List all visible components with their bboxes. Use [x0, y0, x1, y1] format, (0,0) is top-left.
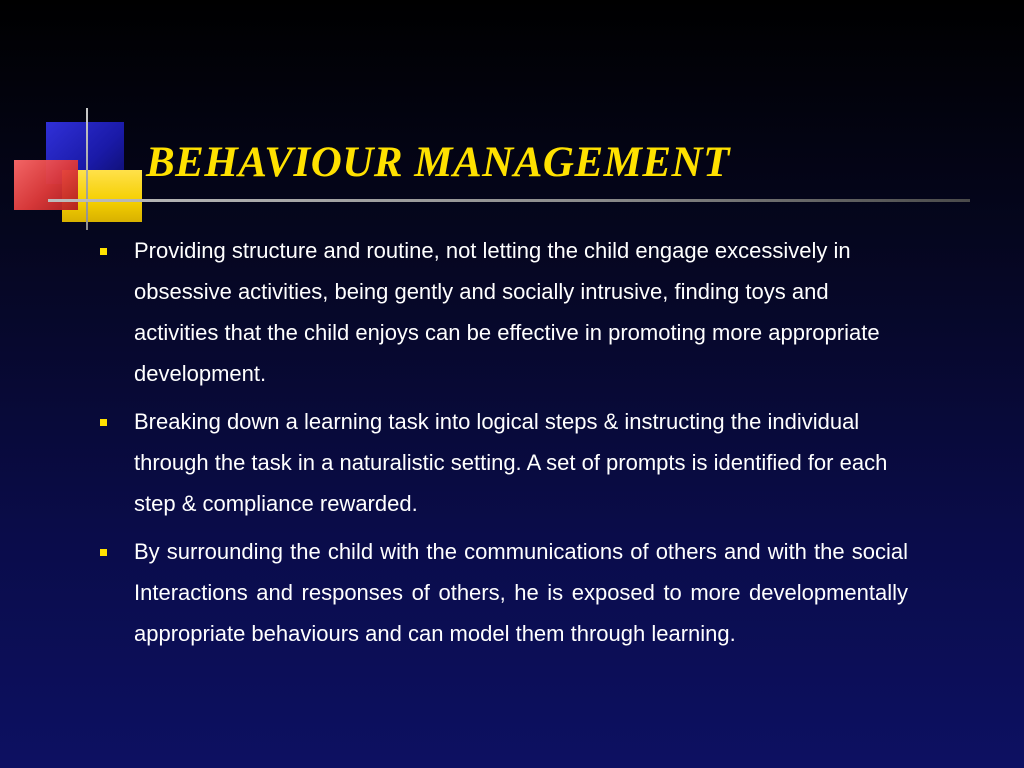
slide-title: BEHAVIOUR MANAGEMENT	[146, 139, 730, 186]
title-underline-rule	[48, 199, 970, 202]
bullet-list	[96, 230, 908, 661]
bullet-item	[96, 531, 908, 654]
bullet-text: Breaking down a learning task into logical steps & instructing the individual through the task in a naturalistic setting. A set of prompts is identified for each step & compliance rewarded.	[134, 409, 888, 516]
bullet-item	[96, 401, 908, 524]
vertical-rule	[86, 108, 88, 230]
decorative-blocks	[0, 0, 200, 240]
square-bullet-icon	[100, 248, 107, 255]
square-bullet-icon	[100, 419, 107, 426]
bullet-text: Providing structure and routine, not letting the child engage excessively in obsessive activities, being gently and socially intrusive, finding toys and activities that the child enjoys can be effective in promoting more appropriate development.	[134, 238, 880, 386]
square-bullet-icon	[100, 549, 107, 556]
red-square	[14, 160, 78, 210]
bullet-text: By surrounding the child with the communications of others and with the social Interactions and responses of others, he is exposed to more developmentally appropriate behaviours and can model them through learning.	[134, 539, 908, 646]
bullet-item	[96, 230, 908, 394]
